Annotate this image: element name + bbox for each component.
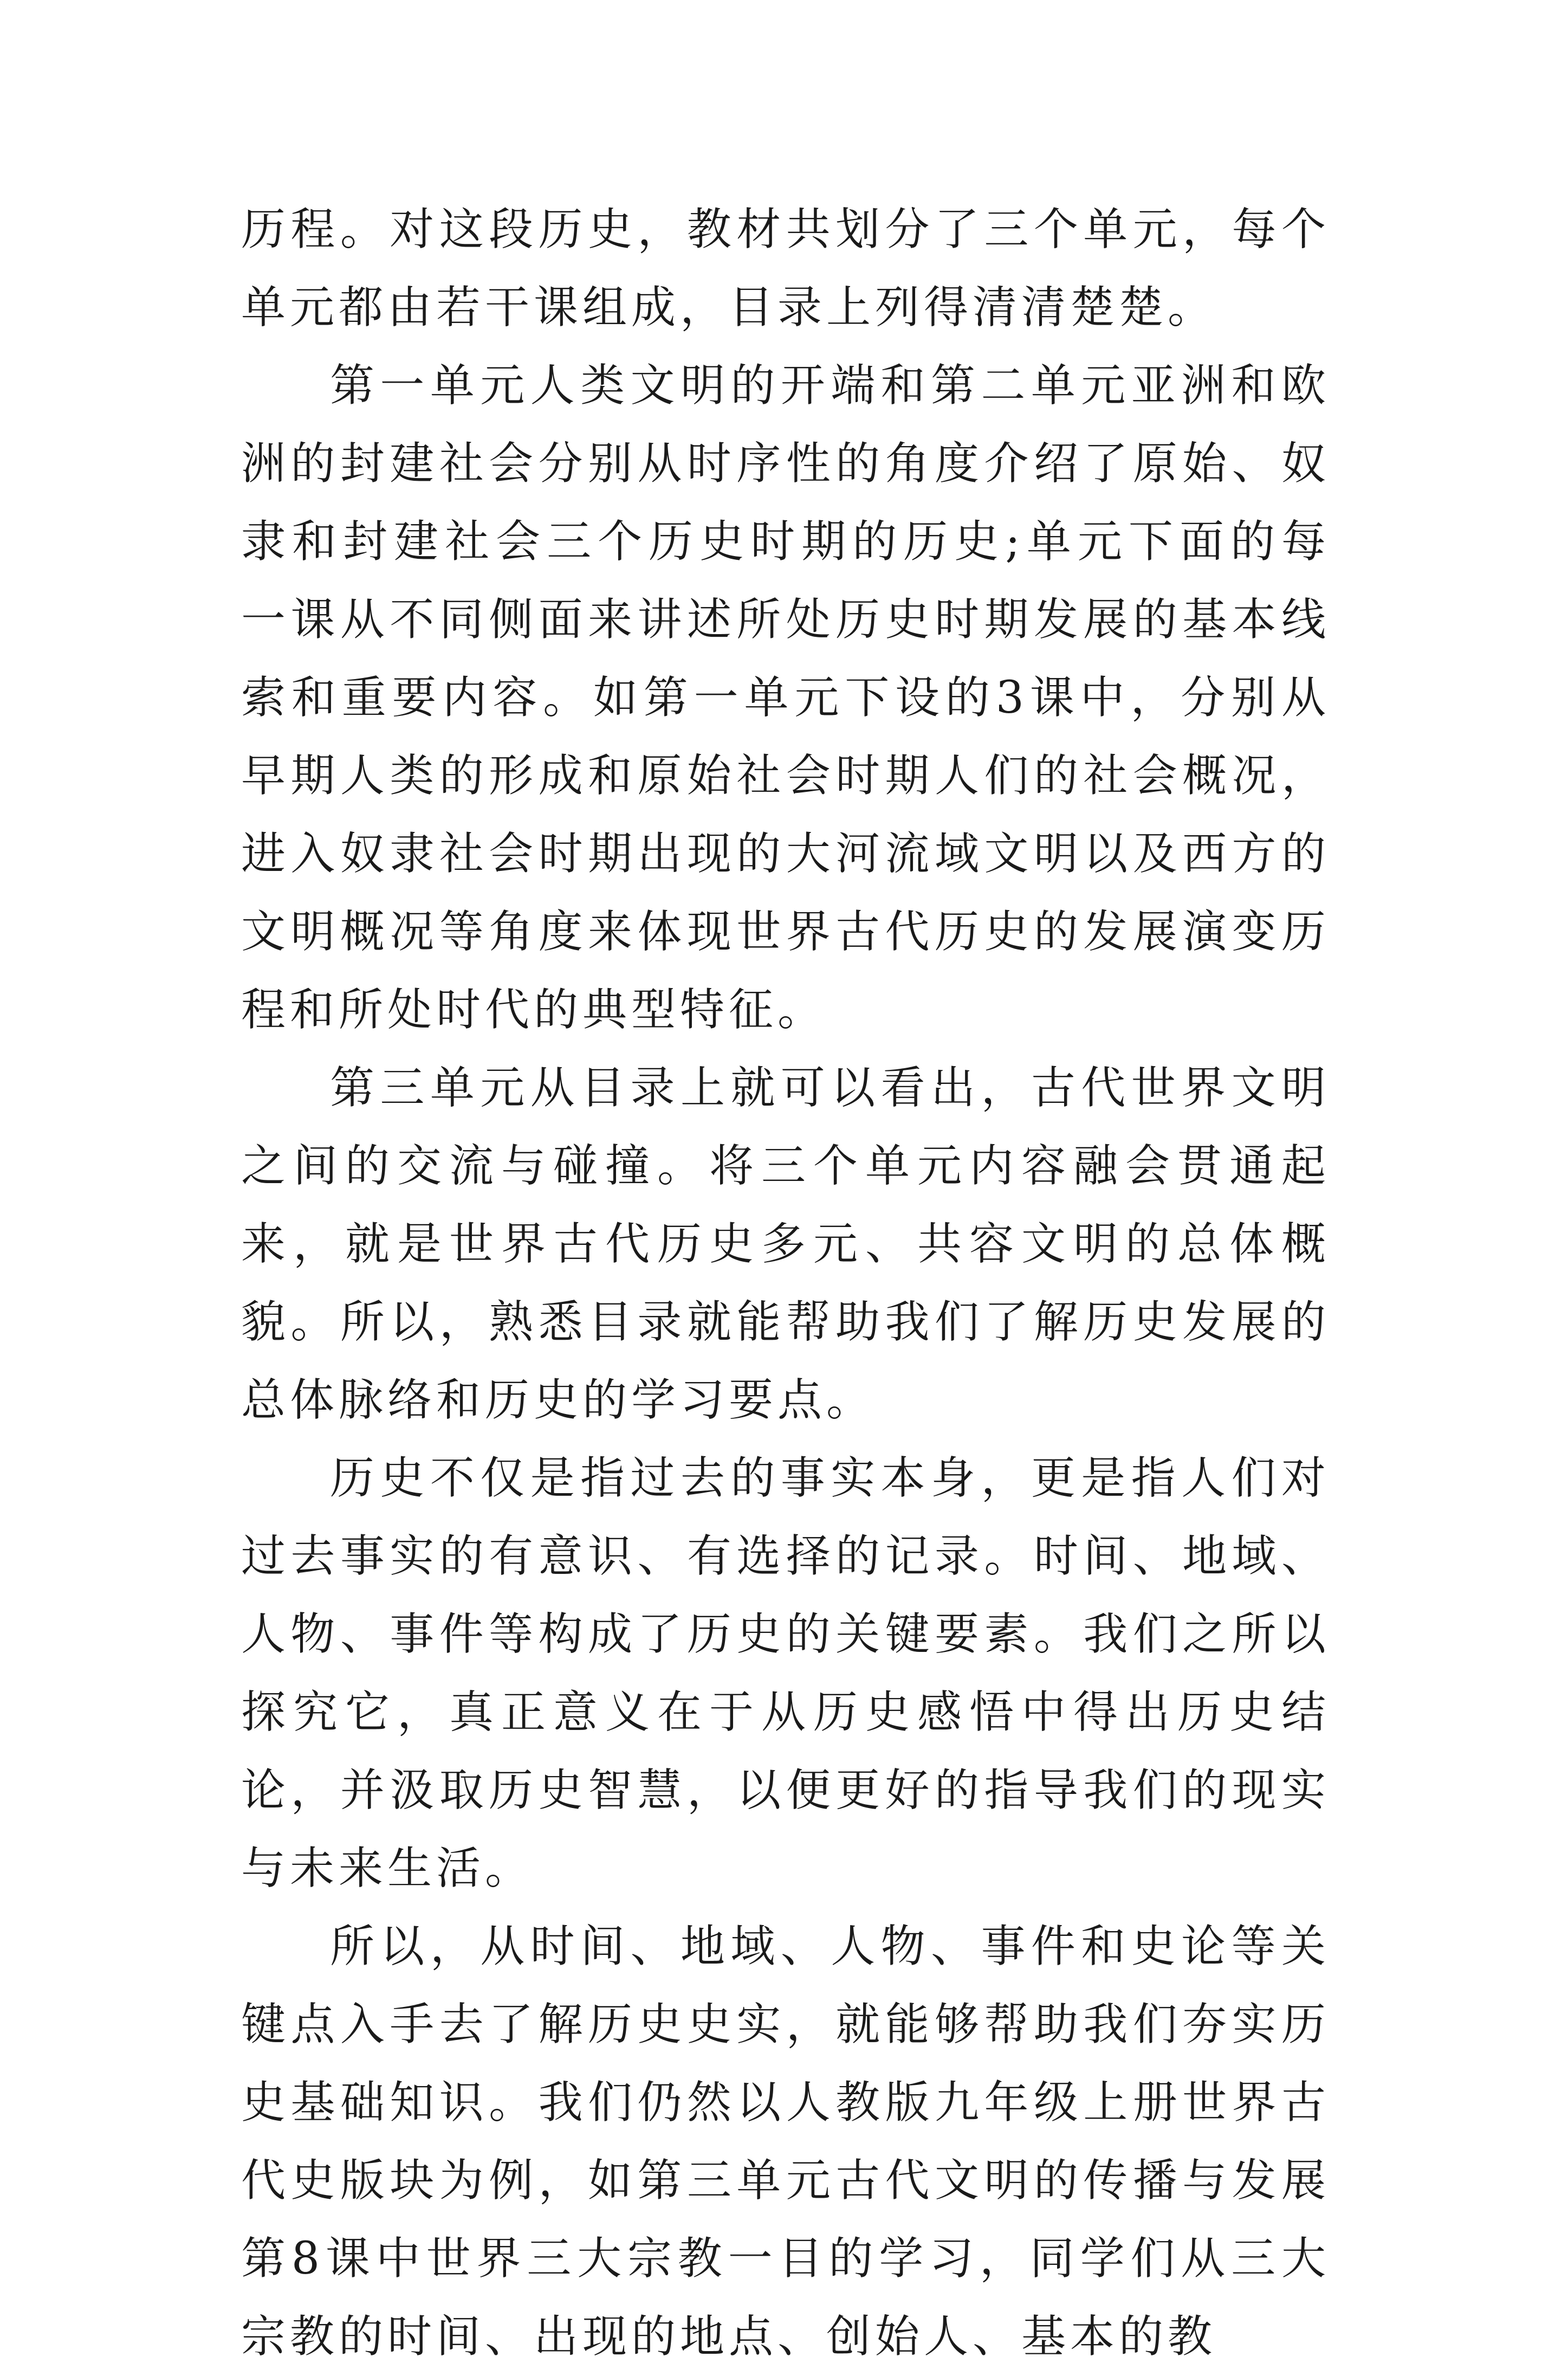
paragraph-2: 第一单元人类文明的开端和第二单元亚洲和欧洲的封建社会分别从时序性的角度介绍了原始、奴隶和封建社会三个历史时期的历史;单元下面的每一课从不同侧面来讲述所处历史时期发展的基本线索和重要内容。如第一单元下设的3课中，分别从早期人类的形成和原始社会时期人们的社会概况，进入奴隶社会时期出现的大河流域文明以及西方的文明概况等角度来体现世界古代历史的发展演变历程和所处时代的典型特征。 [241,360,1330,1036]
document-body [241,191,1330,2376]
paragraph-3: 第三单元从目录上就可以看出，古代世界文明之间的交流与碰撞。将三个单元内容融会贯通起来，就是世界古代历史多元、共容文明的总体概貌。所以，熟悉目录就能帮助我们了解历史发展的总体脉络和历史的学习要点。 [241,1062,1330,1426]
paragraph-5: 所以，从时间、地域、人物、事件和史论等关键点入手去了解历史史实，就能够帮助我们夯实历史基础知识。我们仍然以人教版九年级上册世界古代史版块为例，如第三单元古代文明的传播与发展第8课中世界三大宗教一目的学习，同学们从三大宗教的时间、出现的地点、创始人、基本的教 [241,1921,1330,2362]
paragraph-4: 历史不仅是指过去的事实本身，更是指人们对过去事实的有意识、有选择的记录。时间、地域、人物、事件等构成了历史的关键要素。我们之所以探究它，真正意义在于从历史感悟中得出历史结论，并汲取历史智慧，以便更好的指导我们的现实与未来生活。 [241,1452,1330,1894]
paragraph-1: 历程。对这段历史，教材共划分了三个单元，每个单元都由若干课组成，目录上列得清清楚楚。 [241,204,1330,333]
